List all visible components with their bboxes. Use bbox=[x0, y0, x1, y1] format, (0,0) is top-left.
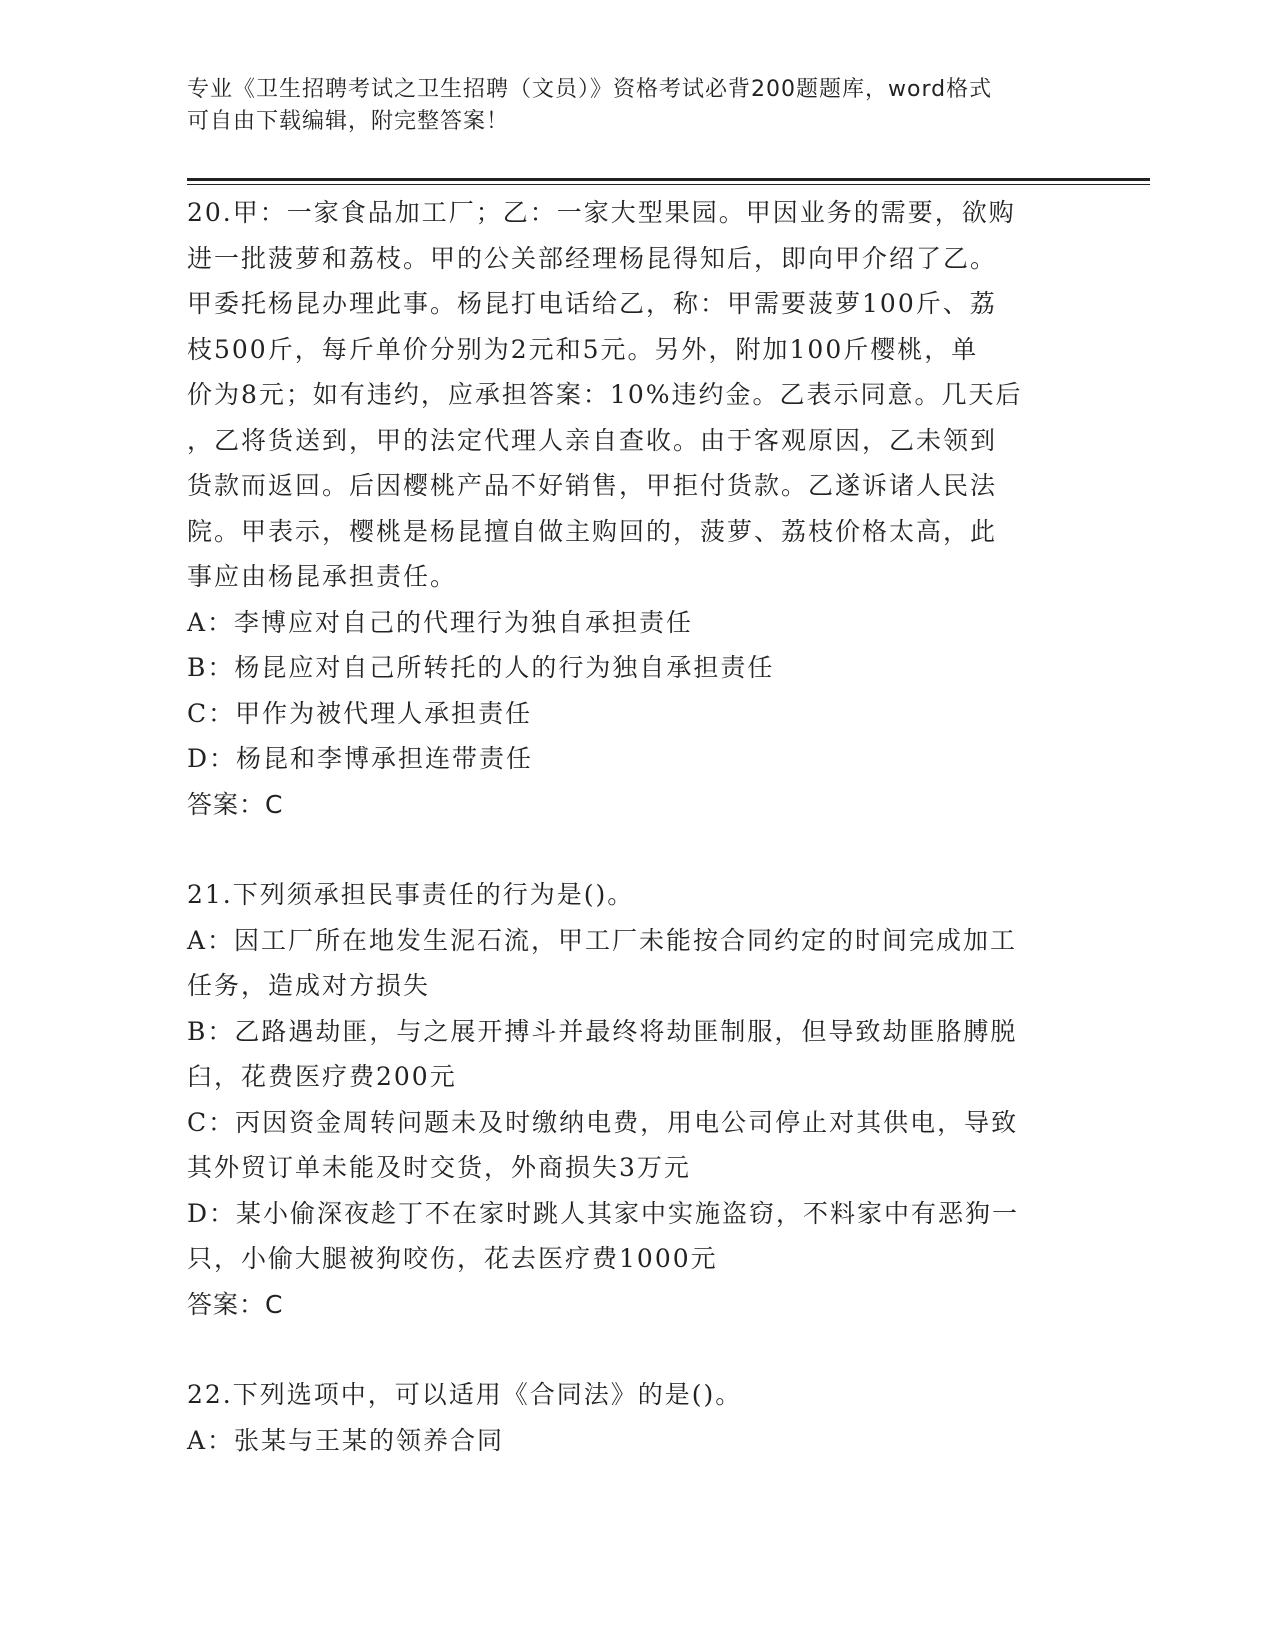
option-line: C：甲作为被代理人承担责任 bbox=[187, 698, 533, 728]
stem-line: 事应由杨昆承担责任。 bbox=[187, 562, 458, 591]
stem-line: 院。甲表示，樱桃是杨昆擅自做主购回的，菠萝、荔枝价格太高，此 bbox=[187, 516, 998, 546]
option-line: 臼，花费医疗费200元 bbox=[187, 1062, 457, 1091]
option-line: A：张某与王某的领养合同 bbox=[187, 1425, 505, 1455]
question-20 bbox=[187, 190, 1087, 827]
option-line: D：某小偷深夜趁丁不在家时跳人其家中实施盗窃，不料家中有恶狗一 bbox=[187, 1198, 1020, 1228]
option-a bbox=[187, 918, 1087, 1009]
answer-line: 答案：C bbox=[187, 1289, 284, 1319]
option-d bbox=[187, 736, 1087, 782]
option-line: B：杨昆应对自己所转托的人的行为独自承担责任 bbox=[187, 653, 775, 682]
header-line-1: 专业《卫生招聘考试之卫生招聘（文员）》资格考试必背200题题库，word格式 bbox=[187, 77, 993, 102]
option-b bbox=[187, 1009, 1087, 1100]
option-line: C：丙因资金周转问题未及时缴纳电费，用电公司停止对其供电，导致 bbox=[187, 1107, 1019, 1137]
stem-line: 货款而返回。后因樱桃产品不好销售，甲拒付货款。乙遂诉诸人民法 bbox=[187, 471, 998, 500]
question-stem bbox=[187, 872, 1087, 918]
option-c bbox=[187, 1100, 1087, 1191]
stem-line: 进一批菠萝和荔枝。甲的公关部经理杨昆得知后，即向甲介绍了乙。 bbox=[187, 243, 998, 273]
stem-line: 枝500斤，每斤单价分别为2元和5元。另外，附加100斤樱桃，单 bbox=[187, 334, 979, 364]
option-line: A：李博应对自己的代理行为独自承担责任 bbox=[187, 607, 694, 637]
stem-line: 20.甲：一家食品加工厂；乙：一家大型果园。甲因业务的需要，欲购 bbox=[187, 198, 1016, 227]
question-stem bbox=[187, 1372, 1087, 1418]
option-line: B：乙路遇劫匪，与之展开搏斗并最终将劫匪制服，但导致劫匪胳膊脱 bbox=[187, 1016, 1018, 1046]
stem-line: 价为8元；如有违约，应承担答案：10%违约金。乙表示同意。几天后 bbox=[187, 380, 1023, 409]
answer-line: 答案：C bbox=[187, 789, 284, 819]
document-header bbox=[187, 74, 1087, 138]
option-line: 其外贸订单未能及时交货，外商损失3万元 bbox=[187, 1153, 691, 1182]
option-line: 只，小偷大腿被狗咬伤，花去医疗费1000元 bbox=[187, 1244, 718, 1273]
option-b bbox=[187, 645, 1087, 691]
option-line: A：因工厂所在地发生泥石流，甲工厂未能按合同约定的时间完成加工 bbox=[187, 925, 1018, 955]
header-divider-thin bbox=[187, 184, 1150, 185]
question-21 bbox=[187, 872, 1087, 1327]
option-a bbox=[187, 600, 1087, 646]
header-divider-thick bbox=[187, 178, 1150, 181]
option-line: 任务，造成对方损失 bbox=[187, 971, 431, 1000]
option-c bbox=[187, 691, 1087, 737]
question-stem bbox=[187, 190, 1087, 600]
option-a bbox=[187, 1418, 1087, 1464]
stem-line: 甲委托杨昆办理此事。杨昆打电话给乙，称：甲需要菠萝100斤、荔 bbox=[187, 289, 997, 318]
question-list bbox=[187, 190, 1087, 1463]
header-line-2: 可自由下载编辑，附完整答案！ bbox=[187, 109, 510, 134]
stem-line: 22.下列选项中，可以适用《合同法》的是()。 bbox=[187, 1380, 743, 1409]
option-line: D：杨昆和李博承担连带责任 bbox=[187, 744, 534, 773]
option-d bbox=[187, 1191, 1087, 1282]
stem-line: ，乙将货送到，甲的法定代理人亲自查收。由于客观原因，乙未领到 bbox=[187, 425, 998, 455]
stem-line: 21.下列须承担民事责任的行为是()。 bbox=[187, 880, 635, 909]
question-22 bbox=[187, 1372, 1087, 1463]
